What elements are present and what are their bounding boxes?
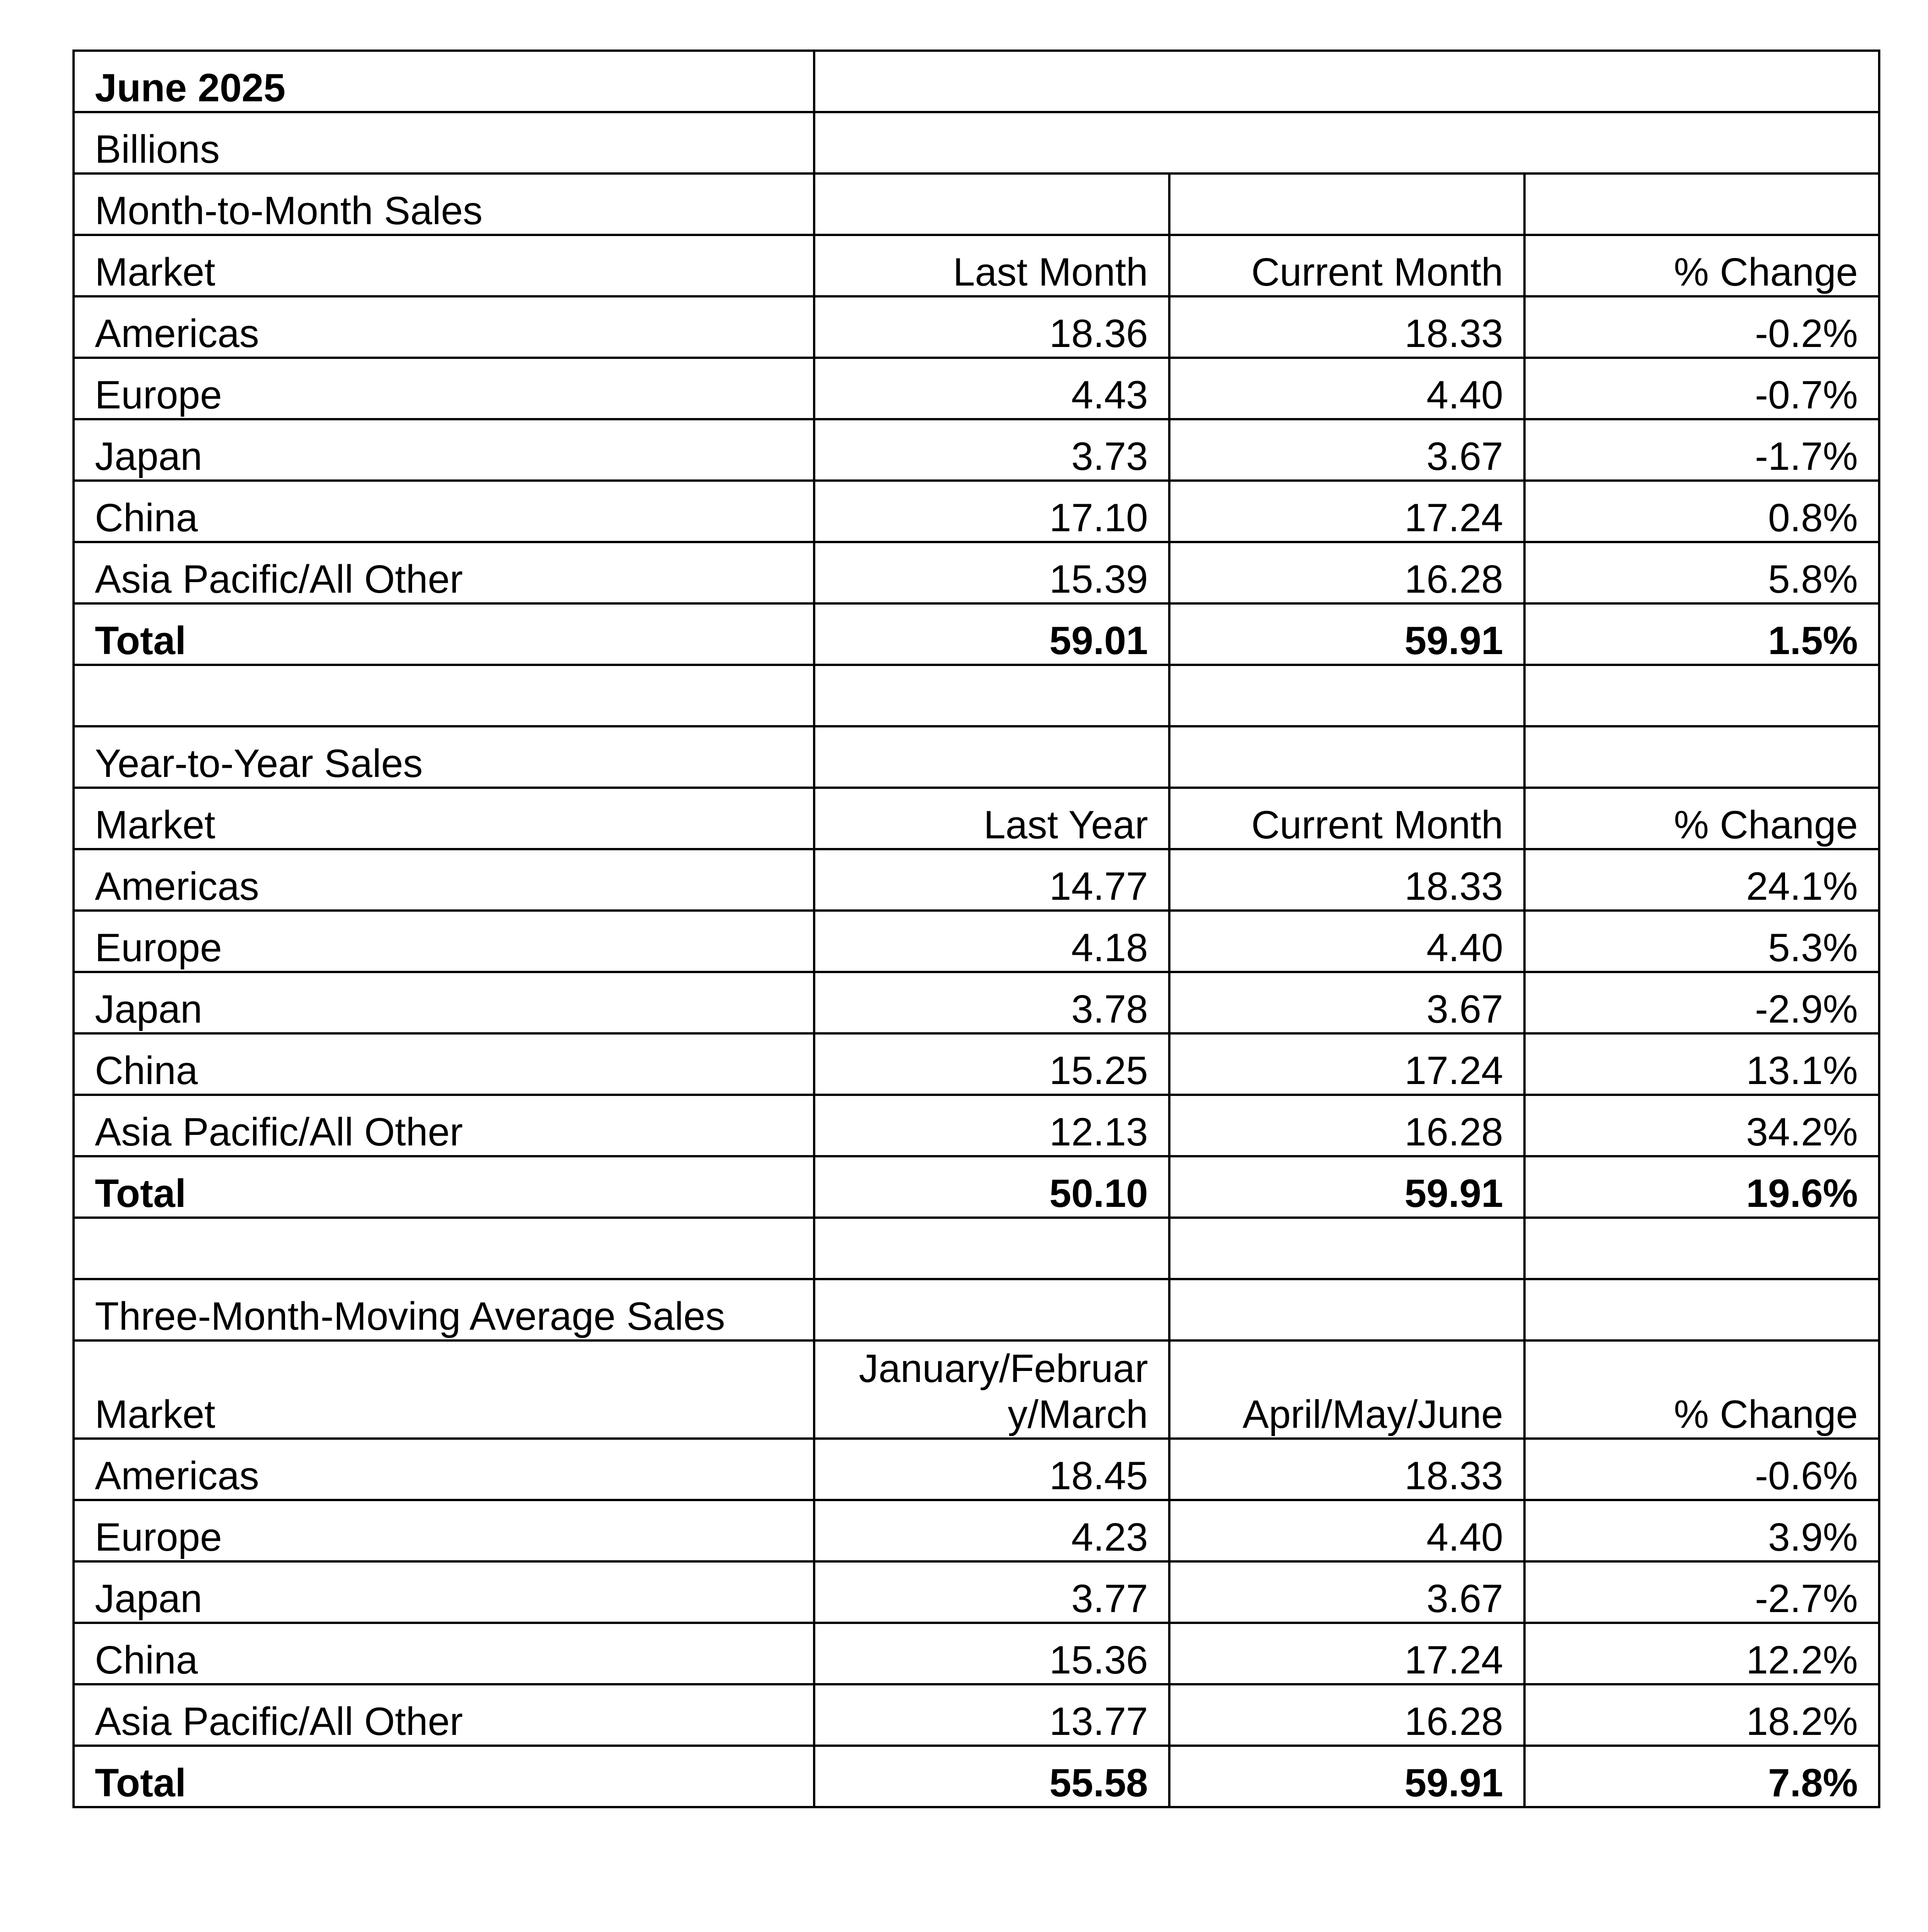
- table-row: [74, 1623, 1879, 1684]
- unit-row: [74, 112, 1879, 174]
- section-heading-row: [74, 1279, 1879, 1341]
- blank-cell: [1170, 174, 1525, 235]
- column-header: % Change: [1525, 788, 1879, 849]
- market-name: Asia Pacific/All Other: [74, 1095, 814, 1156]
- total-value-cell: 55.58: [814, 1746, 1170, 1807]
- total-percent-change-cell: 7.8%: [1525, 1746, 1879, 1807]
- percent-change-cell: -0.7%: [1525, 358, 1879, 419]
- section-heading-row: [74, 727, 1879, 788]
- percent-change-cell: -0.2%: [1525, 297, 1879, 358]
- value-cell: 18.33: [1170, 1439, 1525, 1500]
- report-title: June 2025: [74, 51, 814, 112]
- blank-cell: [1525, 174, 1879, 235]
- table-row: [74, 1562, 1879, 1623]
- percent-change-cell: -1.7%: [1525, 419, 1879, 481]
- value-cell: 4.40: [1170, 358, 1525, 419]
- column-header: Last Year: [814, 788, 1170, 849]
- total-value-cell: 59.91: [1170, 1746, 1525, 1807]
- total-label: Total: [74, 1746, 814, 1807]
- market-name: Asia Pacific/All Other: [74, 1684, 814, 1746]
- market-name: Europe: [74, 1500, 814, 1562]
- column-header: Current Month: [1170, 788, 1525, 849]
- column-header: Current Month: [1170, 235, 1525, 297]
- table-row: [74, 542, 1879, 604]
- title-row: [74, 51, 1879, 112]
- blank-cell: [74, 665, 814, 727]
- percent-change-cell: 0.8%: [1525, 481, 1879, 542]
- column-header: Market: [74, 788, 814, 849]
- value-cell: 4.43: [814, 358, 1170, 419]
- total-row: [74, 1746, 1879, 1807]
- value-cell: 17.10: [814, 481, 1170, 542]
- table-row: [74, 358, 1879, 419]
- blank-cell: [814, 665, 1170, 727]
- table-row: [74, 419, 1879, 481]
- percent-change-cell: 13.1%: [1525, 1034, 1879, 1095]
- value-cell: 4.18: [814, 911, 1170, 972]
- market-name: China: [74, 481, 814, 542]
- percent-change-cell: 12.2%: [1525, 1623, 1879, 1684]
- table-row: [74, 1095, 1879, 1156]
- value-cell: 18.33: [1170, 297, 1525, 358]
- column-header: April/May/June: [1170, 1341, 1525, 1439]
- market-name: Americas: [74, 1439, 814, 1500]
- blank-cell: [1525, 1279, 1879, 1341]
- sales-table: [72, 50, 1880, 1808]
- percent-change-cell: -2.9%: [1525, 972, 1879, 1034]
- value-cell: 15.25: [814, 1034, 1170, 1095]
- total-value-cell: 50.10: [814, 1156, 1170, 1218]
- value-cell: 18.45: [814, 1439, 1170, 1500]
- value-cell: 16.28: [1170, 1095, 1525, 1156]
- value-cell: 17.24: [1170, 1623, 1525, 1684]
- table-row: [74, 481, 1879, 542]
- percent-change-cell: 5.3%: [1525, 911, 1879, 972]
- market-name: Europe: [74, 358, 814, 419]
- column-header: % Change: [1525, 1341, 1879, 1439]
- total-label: Total: [74, 604, 814, 665]
- market-name: Japan: [74, 419, 814, 481]
- percent-change-cell: 5.8%: [1525, 542, 1879, 604]
- value-cell: 14.77: [814, 849, 1170, 911]
- value-cell: 18.33: [1170, 849, 1525, 911]
- blank-cell: [1525, 665, 1879, 727]
- market-name: Americas: [74, 297, 814, 358]
- market-name: Europe: [74, 911, 814, 972]
- value-cell: 3.73: [814, 419, 1170, 481]
- blank-cell: [814, 174, 1170, 235]
- market-name: Japan: [74, 1562, 814, 1623]
- value-cell: 17.24: [1170, 481, 1525, 542]
- blank-cell: [1170, 665, 1525, 727]
- value-cell: 18.36: [814, 297, 1170, 358]
- value-cell: 16.28: [1170, 542, 1525, 604]
- table-row: [74, 1439, 1879, 1500]
- blank-cell: [1525, 727, 1879, 788]
- title-blank-cell: [814, 51, 1879, 112]
- value-cell: 15.36: [814, 1623, 1170, 1684]
- section-heading: Month-to-Month Sales: [74, 174, 814, 235]
- blank-cell: [814, 1218, 1170, 1279]
- column-header-row: [74, 235, 1879, 297]
- total-value-cell: 59.91: [1170, 1156, 1525, 1218]
- market-name: China: [74, 1034, 814, 1095]
- value-cell: 3.77: [814, 1562, 1170, 1623]
- table-row: [74, 1034, 1879, 1095]
- unit-label: Billions: [74, 112, 814, 174]
- blank-cell: [814, 1279, 1170, 1341]
- total-percent-change-cell: 1.5%: [1525, 604, 1879, 665]
- total-percent-change-cell: 19.6%: [1525, 1156, 1879, 1218]
- market-name: Asia Pacific/All Other: [74, 542, 814, 604]
- column-header-row: [74, 1341, 1879, 1439]
- blank-cell: [1170, 1279, 1525, 1341]
- value-cell: 12.13: [814, 1095, 1170, 1156]
- value-cell: 4.23: [814, 1500, 1170, 1562]
- blank-cell: [1170, 1218, 1525, 1279]
- total-label: Total: [74, 1156, 814, 1218]
- market-name: China: [74, 1623, 814, 1684]
- value-cell: 3.67: [1170, 972, 1525, 1034]
- value-cell: 4.40: [1170, 911, 1525, 972]
- value-cell: 13.77: [814, 1684, 1170, 1746]
- table-row: [74, 1684, 1879, 1746]
- percent-change-cell: -2.7%: [1525, 1562, 1879, 1623]
- value-cell: 3.67: [1170, 1562, 1525, 1623]
- spacer-row: [74, 1218, 1879, 1279]
- spacer-row: [74, 665, 1879, 727]
- blank-cell: [1525, 1218, 1879, 1279]
- percent-change-cell: 3.9%: [1525, 1500, 1879, 1562]
- value-cell: 4.40: [1170, 1500, 1525, 1562]
- value-cell: 15.39: [814, 542, 1170, 604]
- total-row: [74, 604, 1879, 665]
- column-header: January/February/March: [814, 1341, 1170, 1439]
- percent-change-cell: -0.6%: [1525, 1439, 1879, 1500]
- percent-change-cell: 34.2%: [1525, 1095, 1879, 1156]
- total-row: [74, 1156, 1879, 1218]
- blank-cell: [74, 1218, 814, 1279]
- column-header: Market: [74, 235, 814, 297]
- section-heading-row: [74, 174, 1879, 235]
- section-heading: Three-Month-Moving Average Sales: [74, 1279, 814, 1341]
- blank-cell: [1170, 727, 1525, 788]
- blank-cell: [814, 727, 1170, 788]
- value-cell: 17.24: [1170, 1034, 1525, 1095]
- value-cell: 16.28: [1170, 1684, 1525, 1746]
- table-row: [74, 972, 1879, 1034]
- total-value-cell: 59.01: [814, 604, 1170, 665]
- market-name: Americas: [74, 849, 814, 911]
- column-header: Last Month: [814, 235, 1170, 297]
- table-row: [74, 1500, 1879, 1562]
- column-header: % Change: [1525, 235, 1879, 297]
- market-name: Japan: [74, 972, 814, 1034]
- unit-blank-cell: [814, 112, 1879, 174]
- table-row: [74, 849, 1879, 911]
- percent-change-cell: 24.1%: [1525, 849, 1879, 911]
- value-cell: 3.78: [814, 972, 1170, 1034]
- table-row: [74, 911, 1879, 972]
- value-cell: 3.67: [1170, 419, 1525, 481]
- percent-change-cell: 18.2%: [1525, 1684, 1879, 1746]
- total-value-cell: 59.91: [1170, 604, 1525, 665]
- table-row: [74, 297, 1879, 358]
- column-header-row: [74, 788, 1879, 849]
- section-heading: Year-to-Year Sales: [74, 727, 814, 788]
- column-header: Market: [74, 1341, 814, 1439]
